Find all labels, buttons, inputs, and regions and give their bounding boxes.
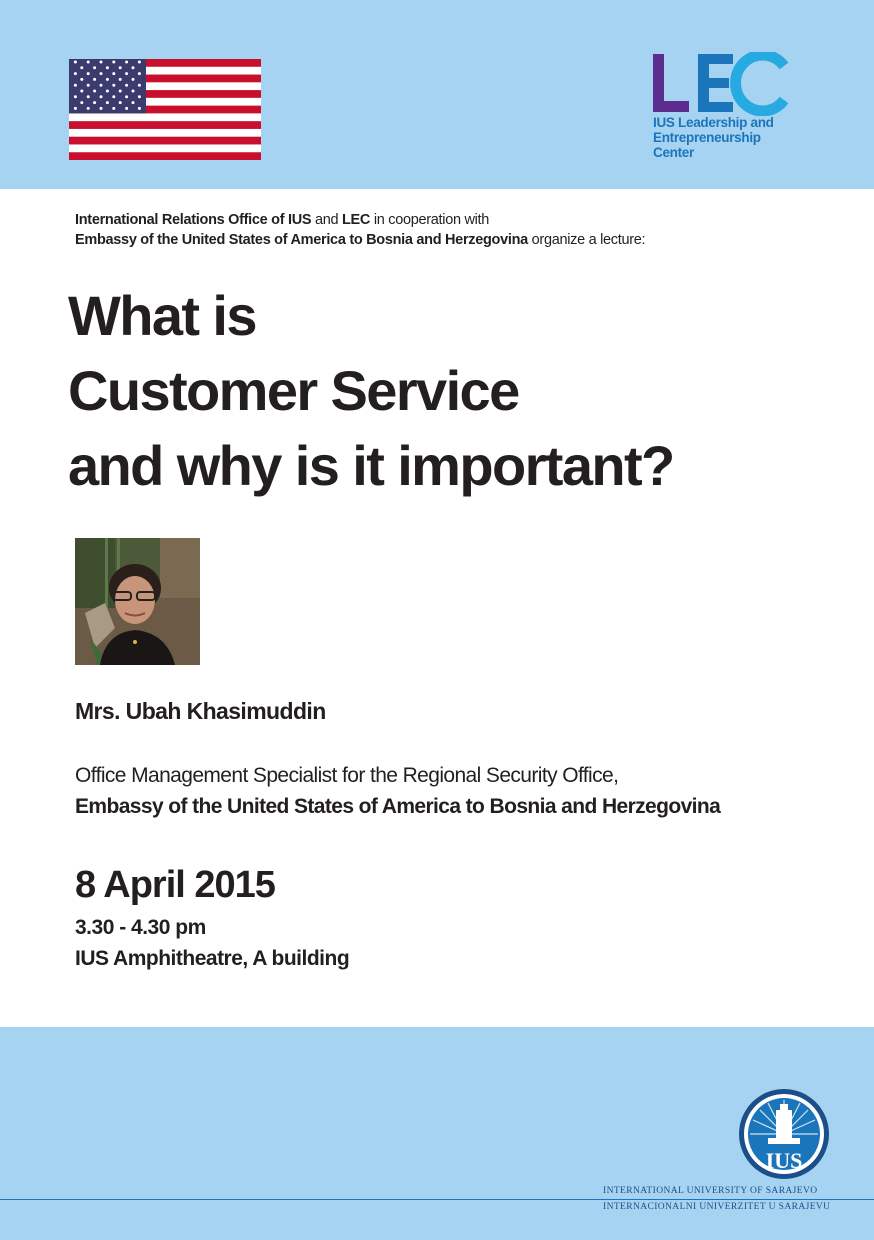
flag-star	[100, 107, 103, 110]
flag-star	[100, 84, 103, 87]
flag-star	[119, 90, 122, 93]
lec-caption	[653, 115, 803, 160]
flag-star	[87, 107, 90, 110]
ius-seal-icon	[738, 1088, 830, 1180]
title-line-3: and why is it important?	[68, 434, 674, 497]
lec-letters-icon	[652, 52, 792, 116]
flag-star	[93, 90, 96, 93]
flag-star	[74, 61, 77, 64]
flag-star	[74, 72, 77, 75]
event-time: 3.30 - 4.30 pm	[75, 916, 206, 939]
flag-star	[125, 95, 128, 98]
flag-star	[132, 101, 135, 104]
footer-rule	[0, 1199, 874, 1200]
speaker-role-title: Office Management Specialist for the Regional Security Office,	[75, 764, 619, 787]
flag-star	[80, 101, 83, 104]
flag-star	[87, 61, 90, 64]
university-name-en: INTERNATIONAL UNIVERSITY OF SARAJEVO	[603, 1186, 818, 1196]
intro-line-1	[75, 210, 855, 230]
title-line-2: Customer Service	[68, 359, 519, 422]
flag-star	[125, 72, 128, 75]
flag-star	[132, 66, 135, 69]
flag-star	[80, 78, 83, 81]
flag-star	[138, 95, 141, 98]
flag-star	[74, 84, 77, 87]
flag-star	[74, 95, 77, 98]
us-flag-icon	[69, 59, 261, 160]
lec-caption-line: IUS Leadership and	[653, 115, 774, 130]
intro-organize: organize a lecture:	[527, 232, 646, 248]
flag-star	[100, 95, 103, 98]
flag-star	[87, 84, 90, 87]
flag-star	[106, 78, 109, 81]
speaker-organization: Embassy of the United States of America to Bosnia and Herzegovina	[75, 795, 721, 818]
flag-star	[119, 101, 122, 104]
flag-star	[112, 107, 115, 110]
intro-text	[75, 210, 855, 250]
flag-star	[87, 72, 90, 75]
flag-star	[80, 66, 83, 69]
flag-star	[119, 78, 122, 81]
flag-star	[93, 78, 96, 81]
flag-star	[87, 95, 90, 98]
speaker-photo	[75, 538, 200, 665]
flag-star	[138, 84, 141, 87]
title-line-1: What is	[68, 284, 256, 347]
flag-star	[74, 107, 77, 110]
flag-star	[138, 107, 141, 110]
ius-seal-text: IUS	[765, 1148, 803, 1173]
intro-org-ius: International Relations Office of IUS	[75, 212, 312, 228]
speaker-role	[75, 760, 855, 822]
flag-star	[112, 72, 115, 75]
flag-star	[100, 61, 103, 64]
flag-star	[80, 90, 83, 93]
flag-star	[125, 61, 128, 64]
flag-star	[138, 72, 141, 75]
flag-star	[93, 101, 96, 104]
flag-star	[112, 84, 115, 87]
lecture-title	[68, 278, 828, 503]
flag-star	[138, 61, 141, 64]
flag-star	[125, 107, 128, 110]
event-date: 8 April 2015	[75, 864, 275, 906]
flag-star	[100, 72, 103, 75]
flag-star	[106, 66, 109, 69]
lec-caption-line: Entrepreneurship	[653, 130, 761, 145]
flag-star	[106, 101, 109, 104]
flag-star	[93, 66, 96, 69]
flag-star	[132, 78, 135, 81]
speaker-name: Mrs. Ubah Khasimuddin	[75, 698, 326, 724]
flag-star	[125, 84, 128, 87]
lec-caption-line: Center	[653, 145, 694, 160]
intro-line-2	[75, 230, 855, 250]
intro-org-lec: LEC	[342, 212, 371, 228]
intro-and: and	[311, 212, 342, 228]
intro-cooperation: in cooperation with	[370, 212, 490, 228]
event-venue: IUS Amphitheatre, A building	[75, 947, 350, 970]
university-name-bs: INTERNACIONALNI UNIVERZITET U SARAJEVU	[603, 1202, 831, 1212]
flag-star	[119, 66, 122, 69]
lec-logo	[652, 52, 802, 167]
flag-star	[112, 95, 115, 98]
intro-org-embassy: Embassy of the United States of America to Bosnia and Herzegovina	[75, 232, 528, 248]
flag-star	[112, 61, 115, 64]
flag-star	[132, 90, 135, 93]
flag-star	[106, 90, 109, 93]
